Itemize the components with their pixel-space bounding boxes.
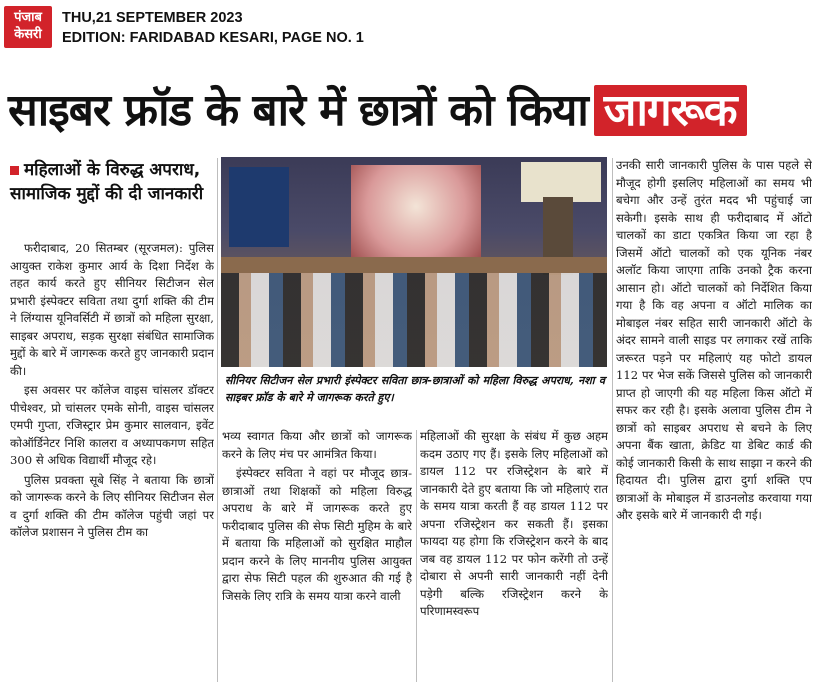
headline bbox=[8, 76, 814, 146]
paragraph: भव्य स्वागत किया और छात्रों को जागरूक करने के लिए मंच पर आमंत्रित किया। bbox=[222, 429, 412, 461]
photo-audience bbox=[221, 273, 607, 367]
publication-date: THU,21 SEPTEMBER 2023 bbox=[62, 10, 243, 26]
masthead bbox=[0, 0, 820, 58]
subheadline-text: महिलाओं के विरुद्ध अपराध, सामाजिक मुद्दों की दी जानकारी bbox=[10, 160, 204, 204]
red-square-bullet-icon bbox=[10, 166, 19, 175]
paragraph: इंस्पेक्टर सविता ने वहां पर मौजूद छात्र-छात्राओं तथा शिक्षकों को महिला विरुद्ध अपराध के बारे में जागरूक करते हुए फरीदाबाद पुलिस की सेफ सिटी मुहिम के बारे में बताया कि महिलाओं को सुरक्षित माहौल प्रदान करने के लिए माननीय पुलिस आयुक्त द्वारा सेफ सिटी पहल की शुरुआत की गई है जिसके लिए रात्रि के समय यात्रा करने वाली bbox=[222, 466, 412, 603]
column-divider bbox=[416, 430, 417, 682]
edition-info bbox=[62, 8, 364, 48]
article-column-2 bbox=[222, 428, 412, 682]
photo-banner-right bbox=[521, 162, 601, 202]
subheadline bbox=[10, 158, 214, 206]
photo-stage bbox=[221, 257, 607, 273]
column-divider bbox=[612, 158, 613, 682]
headline-highlight: जागरूक bbox=[594, 85, 747, 136]
photo-banner-left bbox=[229, 167, 289, 247]
article-column-1 bbox=[10, 240, 214, 680]
edition-page: EDITION: FARIDABAD KESARI, PAGE NO. 1 bbox=[62, 30, 364, 46]
paragraph: महिलाओं की सुरक्षा के संबंध में कुछ अहम कदम उठाए गए हैं। इसके लिए महिलाओं को डायल 112 पर रजिस्ट्रेशन के बारे में जानकारी देते हुए बताया कि जो महिलाएं रात के समय यात्रा करती हैं वह डायल 112 पर अपना रजिस्ट्रेशन कर सकती हैं। इसका फायदा यह होगा कि रजिस्ट्रेशन करने के बाद जब वह डायल 112 पर फोन करेंगी तो उन्हें दोबारा से अपनी सारी जानकारी नहीं देनी पड़ेगी बल्कि रजिस्ट्रेशन करने के परिणामस्वरूप bbox=[420, 429, 608, 618]
newspaper-logo bbox=[4, 6, 52, 48]
photo-caption: सीनियर सिटीजन सेल प्रभारी इंस्पेक्टर सविता छात्र-छात्राओं को महिला विरुद्ध अपराध, नशा व साइबर फ्रॉड के बारे मे जागरूक करते हुए। bbox=[225, 374, 605, 404]
headline-main: साइबर फ्रॉड के बारे में छात्रों को किया bbox=[8, 85, 588, 136]
column-divider bbox=[217, 158, 218, 682]
article-column-3 bbox=[420, 428, 608, 682]
photo-stage-screen bbox=[351, 165, 481, 257]
paragraph: इस अवसर पर कॉलेज वाइस चांसलर डॉक्टर पीचेश्वर, प्रो चांसलर एमके सोनी, वाइस चांसलर एमपी गुप्ता, रजिस्ट्रार प्रेम कुमार सालवान, इवेंट कोऑर्डिनेटर निशि कालरा व अध्यापकगण सहित 300 से अधिक विद्यार्थी मौजूद रहे। bbox=[10, 383, 214, 467]
paragraph: पुलिस प्रवक्ता सूबे सिंह ने बताया कि छात्रों को जागरूक करने के लिए सीनियर सिटीजन सेल व दुर्गा शक्ति की टीम कॉलेज पहुंची जहां पर कॉलेज प्रशासन ने पुलिस टीम का bbox=[10, 472, 214, 539]
article-column-4 bbox=[616, 157, 812, 682]
paragraph: उनकी सारी जानकारी पुलिस के पास पहले से मौजूद होगी इसलिए महिलाओं का समय भी बचेगा और उन्हें तुरंत मदद भी पहुंचाई जा सकेगी। इसके साथ ही फरीदाबाद में ऑटो चालकों का डाटा एकत्रित किया जा रहा है जिसमें ऑटो चालकों को एक यूनिक नंबर अलॉट किया जाएगा ताकि उनको ट्रैक करना आसान हो। ऑटो चालकों को निर्देशित किया गया है कि वह अपना व ऑटो मालिक का मोबाइल नंबर सहित सारी जानकारी ऑटो के अंदर सामने वाली साइड पर लगाकर रखें ताकि जरूरत पड़ने पर महिलाएं यह फोटो डायल 112 पर भेज सकें जिससे पुलिस को जानकारी प्राप्त हो जाएगी की यह महिला किस ऑटो में सफर कर रही है। इसके अलावा पुलिस टीम ने छात्रों को साइबर अपराध से बचने के लिए अपना बैंक खाता, क्रेडिट या डेबिट कार्ड की कोई जानकारी किसी के साथ साझा न करने की हिदायत दी। पुलिस द्वारा दुर्गा शक्ति एप छात्राओं के मोबाइल में डाउनलोड करवाया गया और इसके बारे में जानकारी दी गई। bbox=[616, 158, 812, 522]
paragraph: फरीदाबाद, 20 सितम्बर (सूरजमल): पुलिस आयुक्त राकेश कुमार आर्य के दिशा निर्देश के तहत कार्य करते हुए सीनियर सिटीजन सेल प्रभारी इंस्पेक्टर सविता तथा दुर्गा शक्ति की टीम ने लिंग्यास यूनिवर्सिटी में छात्रों को महिला सुरक्षा, साइबर अपराध, सड़क सुरक्षा संबंधित सामाजिक मुद्दों के बारे में जागरूक करते हुए जानकारी प्रदान की। bbox=[10, 241, 214, 378]
news-photo bbox=[221, 157, 607, 367]
logo-line-1: पंजाब bbox=[14, 10, 42, 25]
logo-line-2: केसरी bbox=[14, 27, 42, 42]
